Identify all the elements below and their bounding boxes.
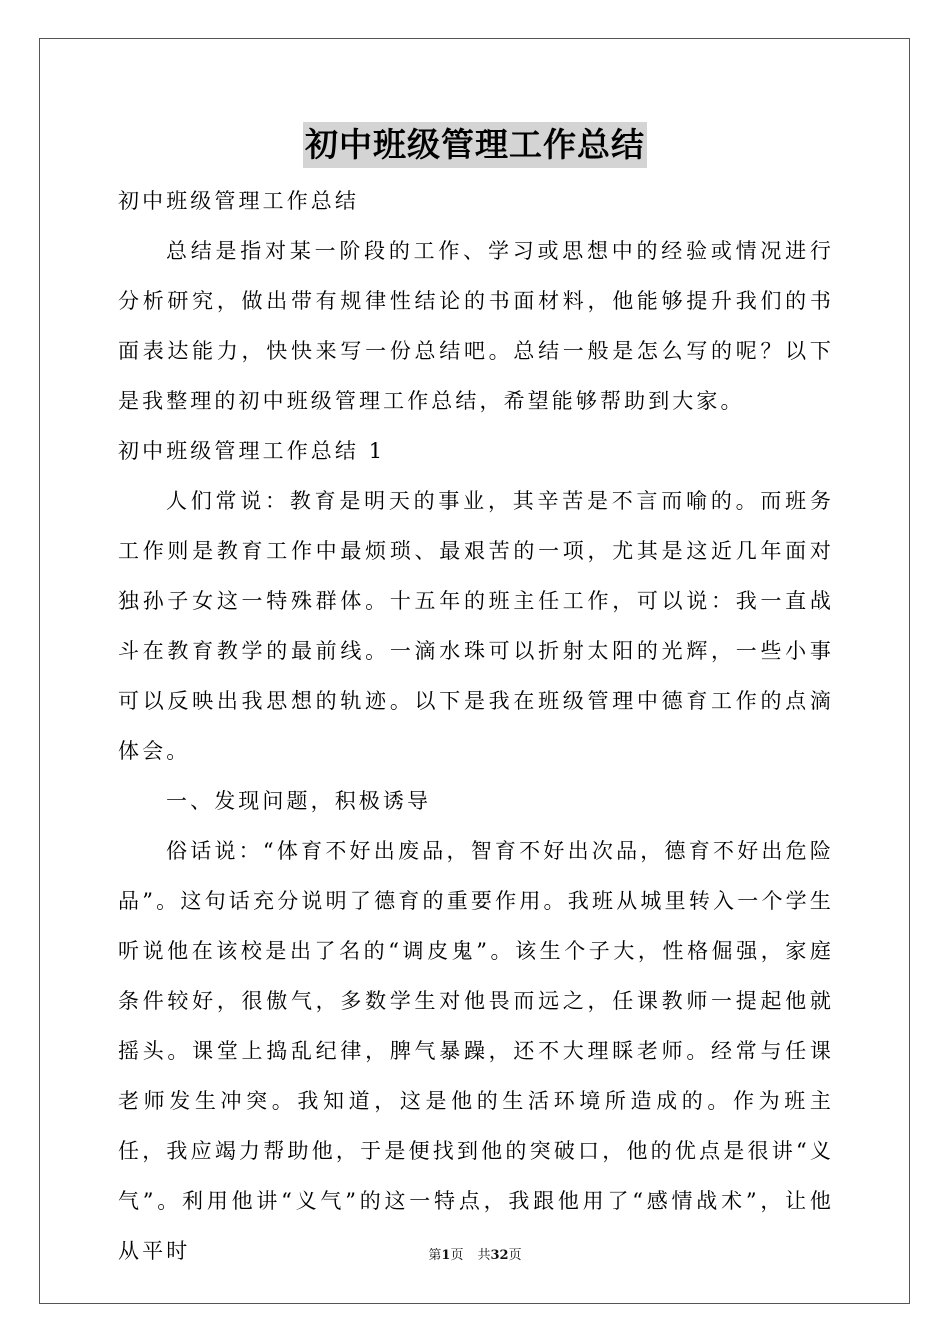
document-title: 初中班级管理工作总结 xyxy=(303,122,647,168)
section-heading: 初中班级管理工作总结 1 xyxy=(118,439,386,463)
page-suffix: 页 xyxy=(450,1248,464,1263)
subtitle-paragraph: 初中班级管理工作总结 xyxy=(118,189,359,213)
total-pages: 32 xyxy=(490,1248,509,1263)
body-paragraph: 人们常说：教育是明天的事业，其辛苦是不言而喻的。而班务工作则是教育工作中最烦琐、最艰苦的一项，尤其是这近几年面对独孙子女这一特殊群体。十五年的班主任工作，可以说：我一直战斗在教育教学的最前线。一滴水珠可以折射太阳的光辉，一些小事可以反映出我思想的轨迹。以下是我在班级管理中德育工作的点滴体会。 xyxy=(118,489,834,763)
body-paragraph: 俗话说：“体育不好出废品，智育不好出次品，德育不好出危险品”。这句话充分说明了德育的重要作用。我班从城里转入一个学生听说他在该校是出了名的“调皮鬼”。该生个子大，性格倔强，家庭条件较好，很傲气，多数学生对他畏而远之，任课教师一提起他就摇头。课堂上捣乱纪律，脾气暴躁，还不大理睬老师。经常与任课老师发生冲突。我知道，这是他的生活环境所造成的。作为班主任，我应竭力帮助他，于是便找到他的突破口，他的优点是很讲“义气”。利用他讲“义气”的这一特点，我跟他用了“感情战术”，让他从平时 xyxy=(118,839,835,1263)
page-footer xyxy=(0,1244,950,1263)
page-prefix: 第 xyxy=(428,1248,442,1263)
total-prefix: 共 xyxy=(477,1248,491,1263)
point-heading: 一、发现问题，积极诱导 xyxy=(166,789,432,813)
document-body xyxy=(118,176,834,1276)
intro-paragraph: 总结是指对某一阶段的工作、学习或思想中的经验或情况进行分析研究，做出带有规律性结论的书面材料，他能够提升我们的书面表达能力，快快来写一份总结吧。总结一般是怎么写的呢？以下是我整理的初中班级管理工作总结，希望能够帮助到大家。 xyxy=(118,239,834,413)
page-number: 1 xyxy=(441,1248,451,1263)
total-suffix: 页 xyxy=(508,1248,522,1263)
title-container xyxy=(0,122,950,168)
